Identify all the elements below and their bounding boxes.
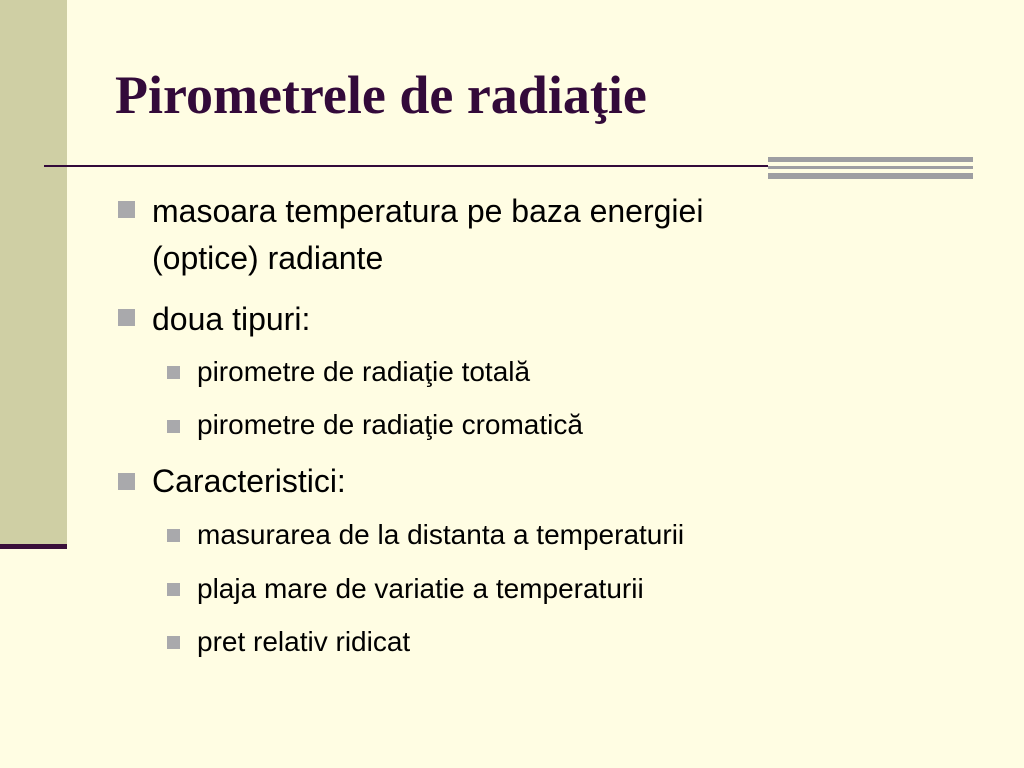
sub-bullet-item: pret relativ ridicat — [197, 626, 411, 657]
bullet-marker-icon — [118, 201, 135, 218]
bullet-item: doua tipuri: — [152, 301, 311, 337]
bullet-marker-icon — [118, 309, 135, 326]
sub-bullet-marker-icon — [167, 366, 180, 379]
bullet-item-line: masoara temperatura pe baza energiei — [152, 193, 704, 229]
bullet-item: Caracteristici: — [152, 463, 346, 499]
sub-bullet-marker-icon — [167, 529, 180, 542]
slide-title: Pirometrele de radiaţie — [115, 65, 647, 125]
bullet-marker-icon — [118, 473, 135, 490]
sub-bullet-item: masurarea de la distanta a temperaturii — [197, 519, 685, 550]
sub-bullet-item: pirometre de radiaţie totală — [197, 356, 531, 387]
sub-bullet-marker-icon — [167, 636, 180, 649]
bullet-item-line-continued: (optice) radiante — [152, 240, 384, 276]
sub-bullet-marker-icon — [167, 420, 180, 433]
sub-bullet-item: plaja mare de variatie a temperaturii — [197, 573, 644, 604]
sub-bullet-marker-icon — [167, 583, 180, 596]
sub-bullet-item: pirometre de radiaţie cromatică — [197, 409, 583, 440]
